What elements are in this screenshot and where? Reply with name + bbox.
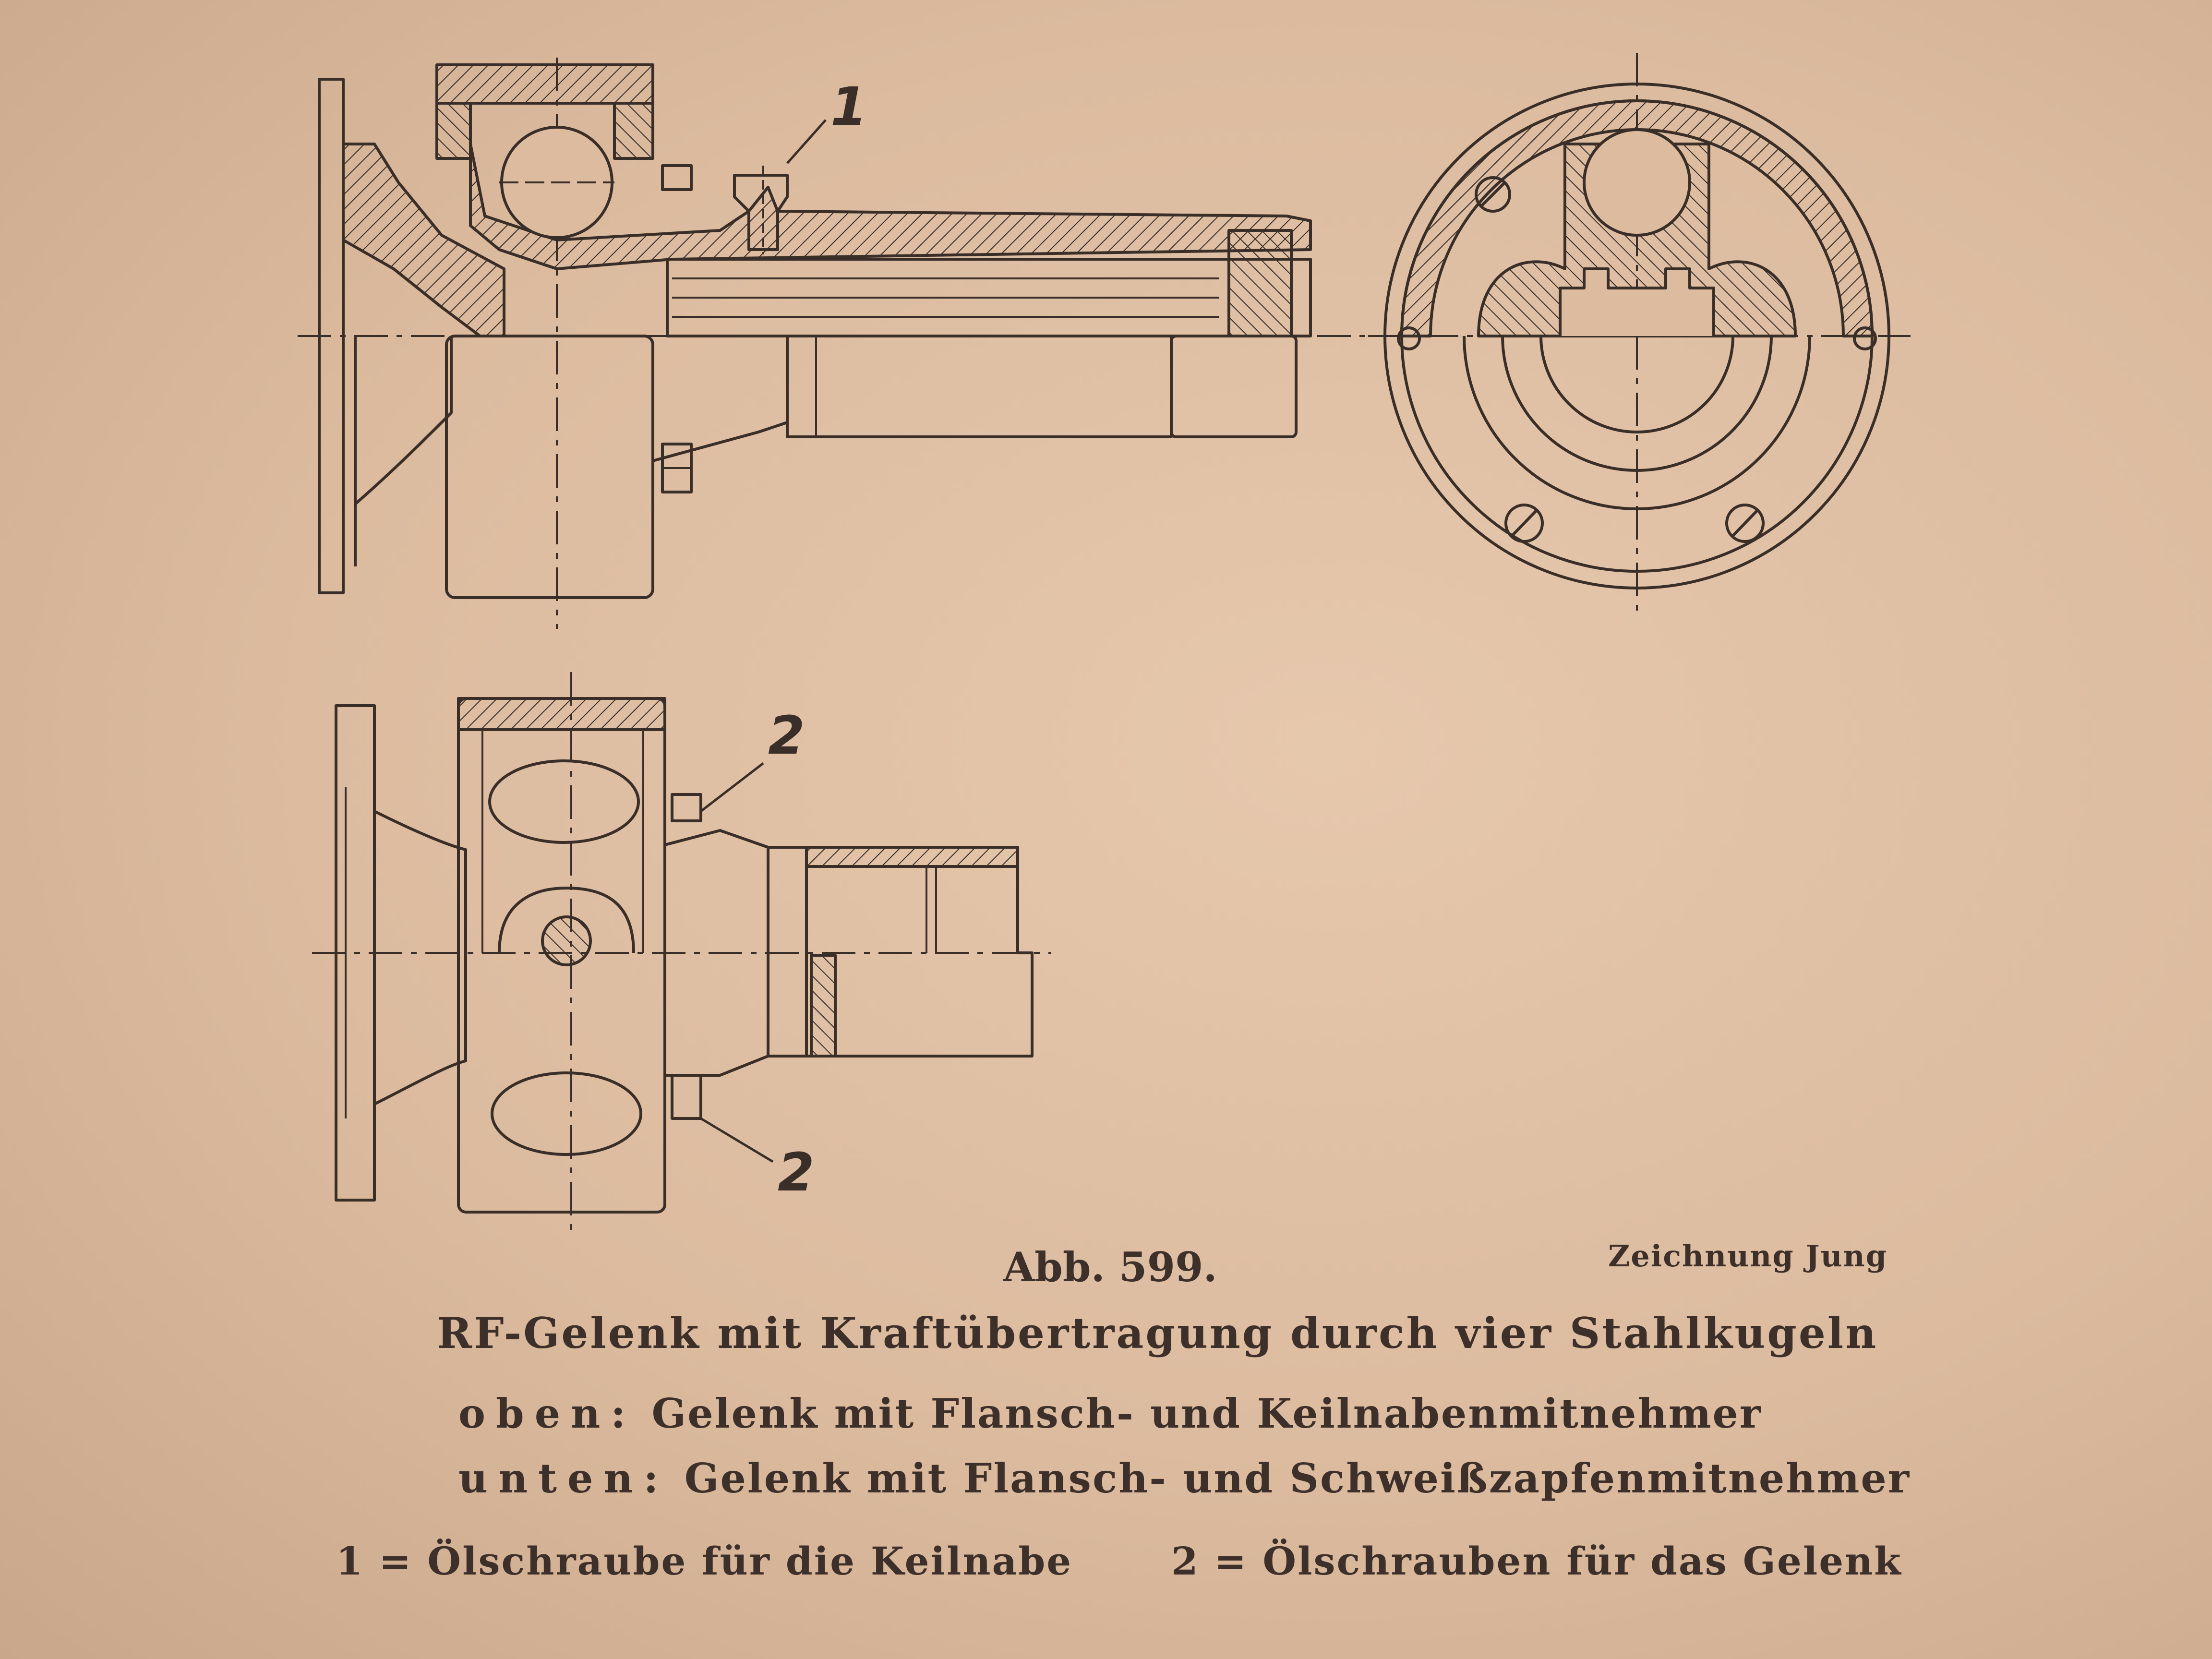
callout-2-top: 2 bbox=[768, 705, 805, 766]
figure-title: RF-Gelenk mit Kraftübertragung durch vier Stahlkugeln bbox=[437, 1308, 1878, 1358]
caption-top-prefix: oben: bbox=[458, 1390, 637, 1437]
end-view-section bbox=[1368, 53, 1911, 619]
callout-2-bottom: 2 bbox=[778, 1142, 815, 1203]
bottom-joint-view bbox=[312, 672, 1051, 1234]
caption-top-text: Gelenk mit Flansch- und Keilnabenmitnehmer bbox=[636, 1390, 1763, 1437]
legend-item-2: 2 = Ölschrauben für das Gelenk bbox=[1171, 1539, 1902, 1584]
caption-bottom bbox=[458, 1455, 1911, 1502]
caption-bottom-prefix: unten: bbox=[458, 1455, 669, 1502]
figure-number: Abb. 599. bbox=[1003, 1243, 1217, 1291]
caption-bottom-text: Gelenk mit Flansch- und Schweißzapfenmitnehmer bbox=[669, 1455, 1911, 1502]
figure-credit: Zeichnung Jung bbox=[1608, 1238, 1888, 1274]
callout-1: 1 bbox=[830, 76, 867, 137]
top-joint-section bbox=[298, 58, 1440, 629]
legend-item-1: 1 = Ölschraube für die Keilnabe bbox=[336, 1539, 1073, 1584]
caption-top bbox=[458, 1390, 1762, 1437]
